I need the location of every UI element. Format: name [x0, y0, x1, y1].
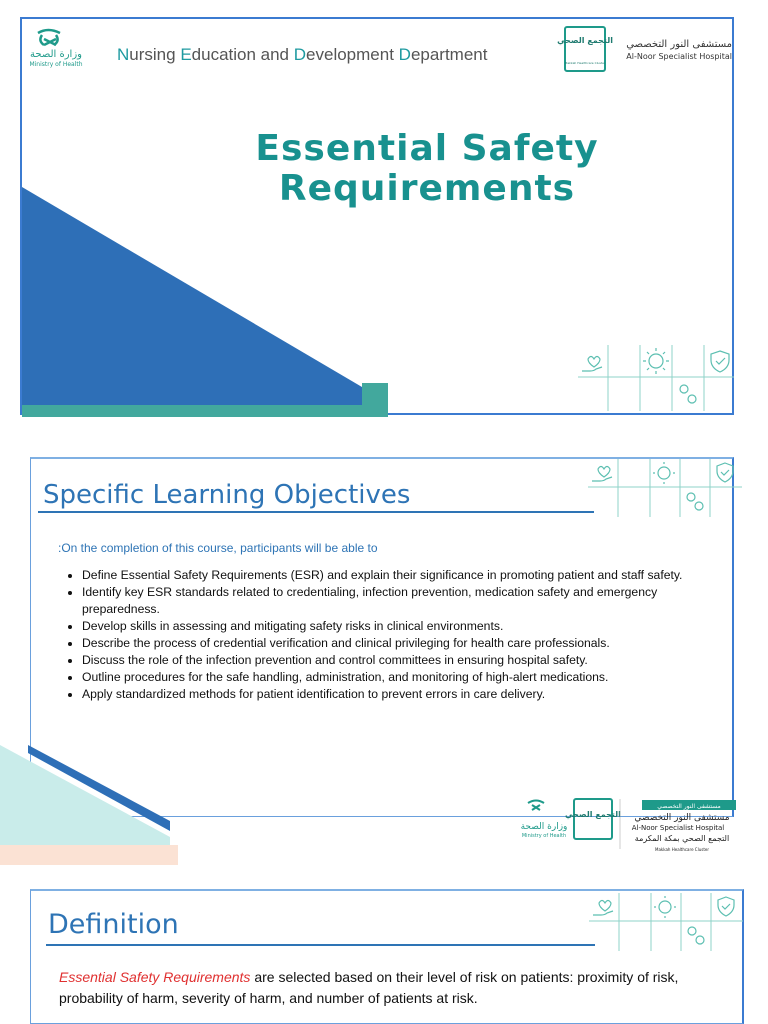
objectives-list	[58, 567, 722, 703]
svg-text:وزارة الصحة: وزارة الصحة	[520, 822, 568, 832]
department-title: Nursing Education and Development Department	[117, 45, 488, 64]
list-item: • Identify key ESR standards related to credentialing, infection prevention, medication safety and emergency preparedness.	[82, 584, 722, 618]
svg-text:التجمع الصحي: التجمع الصحي	[565, 810, 621, 819]
svg-text:Al-Noor Specialist Hospital: Al-Noor Specialist Hospital	[631, 824, 725, 832]
moh-logo-en: Ministry of Health	[29, 61, 83, 68]
gears-icon	[680, 385, 696, 403]
hospital-name-ar: مستشفى النور التخصصي	[626, 39, 732, 50]
light-triangle-decoration	[0, 745, 178, 867]
list-item: • Define Essential Safety Requirements (ESR) and explain their significance in promoting patient and staff safety.	[82, 567, 722, 584]
definition-slide	[30, 889, 744, 1024]
definition-paragraph	[59, 967, 735, 1009]
objectives-title: Specific Learning Objectives	[43, 480, 411, 510]
hospital-name-en: Al-Noor Specialist Hospital	[626, 52, 732, 61]
blue-triangle-decoration	[22, 187, 362, 409]
footer-logos	[518, 795, 738, 861]
ministry-of-health-logo	[521, 801, 568, 840]
safety-icon-grid	[588, 459, 742, 517]
svg-text:Makkah Healthcare Cluster: Makkah Healthcare Cluster	[564, 61, 606, 65]
definition-term: Essential Safety Requirements	[59, 969, 251, 985]
gears-icon	[688, 927, 704, 944]
healthcare-cluster-logo	[557, 26, 613, 72]
shield-check-icon	[718, 897, 734, 916]
ministry-of-health-logo	[24, 25, 88, 69]
list-item: • Describe the process of credential verification and clinical privileging for health care professionals.	[82, 635, 722, 652]
shield-check-icon	[717, 463, 733, 482]
hospital-logo	[622, 39, 732, 61]
svg-text:Ministry of Health: Ministry of Health	[521, 833, 567, 839]
svg-text:Makkah Healthcare Cluster: Makkah Healthcare Cluster	[655, 847, 709, 852]
healthcare-cluster-logo	[565, 799, 621, 839]
svg-text:مستشفى النور التخصصي: مستشفى النور التخصصي	[657, 803, 721, 810]
teal-bar-decoration	[22, 405, 388, 417]
svg-text:التجمع الصحي بمكة المكرمة: التجمع الصحي بمكة المكرمة	[634, 834, 730, 843]
moh-logo-ar: وزارة الصحة	[30, 49, 82, 60]
hospital-logo	[632, 800, 736, 852]
title-slide	[20, 17, 734, 415]
svg-text:التجمع الصحي: التجمع الصحي	[557, 36, 613, 45]
virus-icon	[654, 896, 676, 918]
gears-icon	[687, 493, 703, 510]
svg-text:مستشفى النور التخصصي: مستشفى النور التخصصي	[634, 813, 730, 823]
list-item: • Discuss the role of the infection prevention and control committees in ensuring hospital safety.	[82, 652, 722, 669]
heart-hand-icon	[582, 357, 602, 372]
objectives-slide	[0, 455, 744, 867]
safety-icon-grid	[578, 345, 734, 411]
safety-icon-grid	[589, 893, 743, 951]
presentation-title: Essential Safety Requirements	[255, 128, 599, 209]
virus-icon	[653, 462, 675, 484]
title-underline	[38, 511, 594, 513]
virus-icon	[643, 348, 669, 374]
list-item: • Outline procedures for the safe handling, administration, and monitoring of high-alert medications.	[82, 669, 722, 686]
list-item: • Apply standardized methods for patient identification to prevent errors in care delivery.	[82, 686, 722, 703]
shield-check-icon	[711, 351, 729, 372]
list-item: • Develop skills in assessing and mitigating safety risks in clinical environments.	[82, 618, 722, 635]
heart-hand-icon	[593, 901, 613, 916]
title-underline	[46, 944, 595, 946]
objectives-intro: :On the completion of this course, participants will be able to	[58, 541, 378, 555]
definition-body: are selected based on their level of risk on patients: proximity of risk, probability of harm, severity of harm, and number of patients at risk.	[59, 969, 679, 1006]
heart-hand-icon	[592, 467, 612, 482]
definition-title: Definition	[48, 909, 179, 940]
